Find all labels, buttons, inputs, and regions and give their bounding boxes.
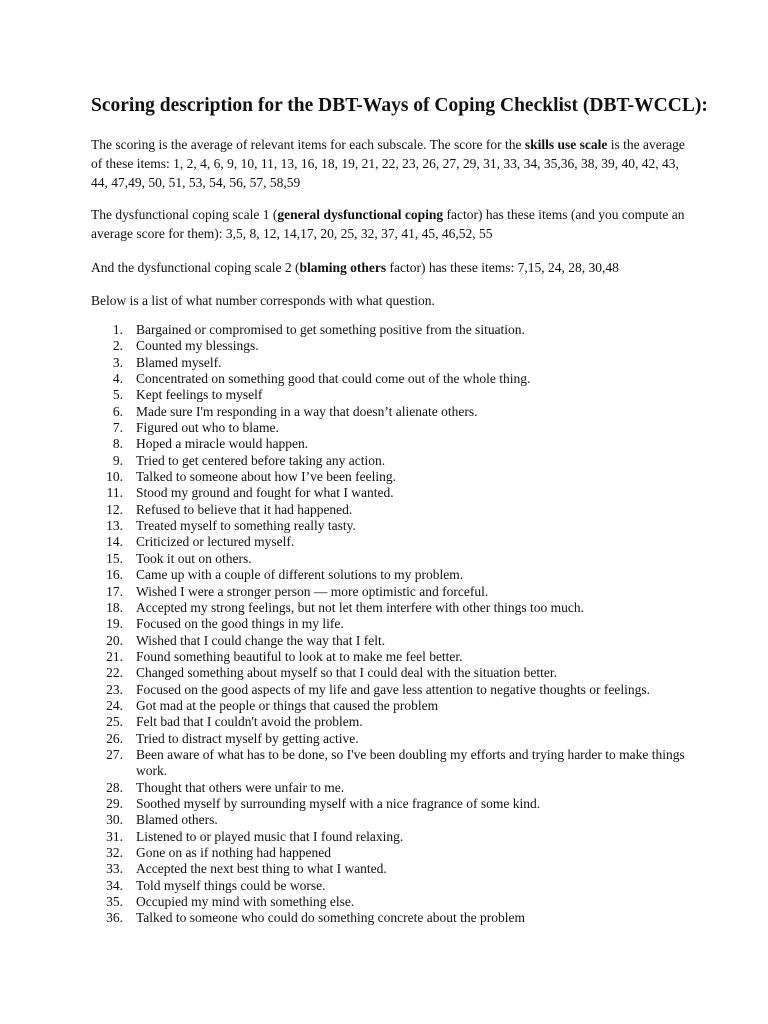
list-item-number: 1. <box>112 322 123 337</box>
dysfunctional-scale-2-paragraph <box>91 258 688 277</box>
list-item-number: 12. <box>106 501 123 517</box>
para3-text-before: And the dysfunctional coping scale 2 ( <box>91 260 300 275</box>
list-item-number: 22. <box>106 665 123 681</box>
list-item-number: 17. <box>106 583 123 599</box>
list-item-number: 14. <box>106 534 123 550</box>
list-item-text: Got mad at the people or things that caused the problem <box>136 697 439 713</box>
list-item-text: Bargained or compromised to get something positive from the situation. <box>136 322 525 337</box>
para2-bold-term: general dysfunctional coping <box>277 207 444 222</box>
list-item <box>91 894 688 910</box>
list-item-number: 26. <box>106 730 123 746</box>
list-item-text: Blamed myself. <box>136 354 222 370</box>
list-item-text: Accepted the next best thing to what I wanted. <box>136 861 387 877</box>
list-item-text: Gone on as if nothing had happened <box>136 845 331 860</box>
para2-text-before: The dysfunctional coping scale 1 ( <box>91 207 278 222</box>
list-item-text: Been aware of what has to be done, so I've been doubling my efforts and trying harder to make things work. <box>136 746 685 779</box>
list-item-number: 34. <box>106 877 123 893</box>
list-item-text: Changed something about myself so that I could deal with the situation better. <box>136 665 558 681</box>
list-item <box>91 338 688 354</box>
list-item-text: Wished I were a stronger person — more optimistic and forceful. <box>136 583 489 599</box>
list-item-number: 3. <box>112 354 123 370</box>
para1-text-after: is the average of these items: 1, 2, 4, 6, 9, 10, 11, 13, 16, 18, 19, 21, 22, 23, 26, 27, 29, 31, 33, 34, 35,36, 38, 39, 40, 42, 43, 44, 47,49, 50, 51, 53, 54, 56, 57, 58,59 <box>91 137 685 190</box>
list-item-number: 15. <box>106 550 123 566</box>
list-item <box>91 485 688 501</box>
list-item-text: Made sure I'm responding in a way that doesn’t alienate others. <box>136 403 478 419</box>
list-item-number: 28. <box>106 779 123 795</box>
list-item-text: Tried to distract myself by getting active. <box>136 730 359 746</box>
list-item-text: Stood my ground and fought for what I wanted. <box>136 485 394 501</box>
para2-text-after: factor) has these items (and you compute an average score for them): 3,5, 8, 12, 14,17, 20, 25, 32, 37, 41, 45, 46,52, 55 <box>91 207 685 241</box>
skills-use-scale-paragraph <box>91 135 688 192</box>
para3-text-after: factor) has these items: 7,15, 24, 28, 30,48 <box>386 260 619 275</box>
list-item <box>91 812 688 828</box>
list-item <box>91 682 688 698</box>
list-item <box>91 355 688 371</box>
dysfunctional-scale-1-paragraph <box>91 205 688 243</box>
list-item <box>91 469 688 485</box>
list-item-text: Focused on the good things in my life. <box>136 616 344 632</box>
list-item <box>91 829 688 845</box>
list-item-text: Thought that others were unfair to me. <box>136 779 345 795</box>
list-item-number: 11. <box>106 485 123 501</box>
list-item-text: Listened to or played music that I found relaxing. <box>136 828 404 844</box>
list-item <box>91 534 688 550</box>
list-item <box>91 371 688 387</box>
list-item <box>91 633 688 649</box>
list-item-number: 29. <box>106 795 123 811</box>
list-item-text: Focused on the good aspects of my life and gave less attention to negative thoughts or feelings. <box>136 681 651 697</box>
list-item-number: 2. <box>112 338 123 354</box>
list-item-number: 4. <box>112 371 123 387</box>
list-item-number: 8. <box>112 436 123 452</box>
document-title: Scoring description for the DBT-Ways of Coping Checklist (DBT-WCCL): <box>91 95 708 116</box>
list-item <box>91 780 688 796</box>
list-item-text: Tried to get centered before taking any action. <box>136 452 386 468</box>
list-item-number: 36. <box>106 910 123 926</box>
list-item-text: Blamed others. <box>136 812 218 828</box>
list-intro-paragraph: Below is a list of what number corresponds with what question. <box>91 293 435 308</box>
list-item <box>91 387 688 403</box>
list-item-number: 25. <box>106 714 123 730</box>
list-item <box>91 796 688 812</box>
list-item-number: 13. <box>106 518 123 534</box>
list-item <box>91 878 688 894</box>
list-item-number: 10. <box>106 469 123 485</box>
list-item-text: Wished that I could change the way that I felt. <box>136 632 386 648</box>
list-item <box>91 649 688 665</box>
list-item <box>91 665 688 681</box>
list-item-number: 5. <box>112 387 123 403</box>
list-item-number: 19. <box>106 616 123 632</box>
list-item-number: 32. <box>106 845 123 860</box>
list-item-number: 24. <box>106 697 123 713</box>
list-item <box>91 453 688 469</box>
list-item <box>91 502 688 518</box>
list-item-text: Criticized or lectured myself. <box>136 534 295 550</box>
list-item-number: 23. <box>106 681 123 697</box>
list-item-number: 27. <box>106 746 123 762</box>
list-item-text: Hoped a miracle would happen. <box>136 436 309 452</box>
list-item <box>91 567 688 583</box>
list-item-text: Figured out who to blame. <box>136 420 279 436</box>
list-item-number: 16. <box>106 567 123 583</box>
para1-text-before: The scoring is the average of relevant items for each subscale. The score for the <box>91 137 525 152</box>
list-item <box>91 714 688 730</box>
list-item-text: Took it out on others. <box>136 550 252 566</box>
list-item <box>91 616 688 632</box>
list-item <box>91 420 688 436</box>
para1-bold-term: skills use scale <box>524 137 608 152</box>
list-item <box>91 322 688 338</box>
list-item-text: Felt bad that I couldn't avoid the problem. <box>136 714 363 730</box>
list-item-text: Concentrated on something good that could come out of the whole thing. <box>136 371 531 387</box>
list-item <box>91 861 688 877</box>
list-item-number: 31. <box>106 828 123 844</box>
list-item <box>91 698 688 714</box>
list-item <box>91 584 688 600</box>
list-item-text: Talked to someone who could do something concrete about the problem <box>136 910 525 926</box>
list-item <box>91 518 688 534</box>
list-item-text: Told myself things could be worse. <box>136 877 326 893</box>
list-item <box>91 845 688 861</box>
list-item-text: Talked to someone about how I’ve been feeling. <box>136 469 396 485</box>
list-item-number: 20. <box>106 632 123 648</box>
list-item-text: Found something beautiful to look at to make me feel better. <box>136 648 463 664</box>
list-item-number: 33. <box>106 861 123 877</box>
list-item <box>91 731 688 747</box>
list-item-text: Kept feelings to myself <box>136 387 263 403</box>
list-item-number: 30. <box>106 812 123 828</box>
list-item-number: 7. <box>112 420 123 436</box>
list-item-text: Soothed myself by surrounding myself with a nice fragrance of some kind. <box>136 795 541 811</box>
list-item-text: Accepted my strong feelings, but not let them interfere with other things too much. <box>136 599 585 615</box>
list-item-text: Treated myself to something really tasty. <box>136 518 356 534</box>
list-item <box>91 436 688 452</box>
list-item <box>91 747 688 780</box>
para3-bold-term: blaming others <box>299 260 387 275</box>
list-item-number: 6. <box>112 403 123 419</box>
list-item-number: 9. <box>112 452 123 468</box>
list-item-text: Refused to believe that it had happened. <box>136 501 353 517</box>
list-item-number: 18. <box>106 599 123 615</box>
list-item-number: 21. <box>106 648 123 664</box>
list-item-text: Occupied my mind with something else. <box>136 894 355 910</box>
list-item <box>91 404 688 420</box>
list-item-text: Came up with a couple of different solutions to my problem. <box>136 567 464 583</box>
list-item-text: Counted my blessings. <box>136 338 259 354</box>
question-list <box>91 322 688 927</box>
list-item-number: 35. <box>106 894 123 910</box>
list-item <box>91 551 688 567</box>
list-item <box>91 910 688 926</box>
list-item <box>91 600 688 616</box>
